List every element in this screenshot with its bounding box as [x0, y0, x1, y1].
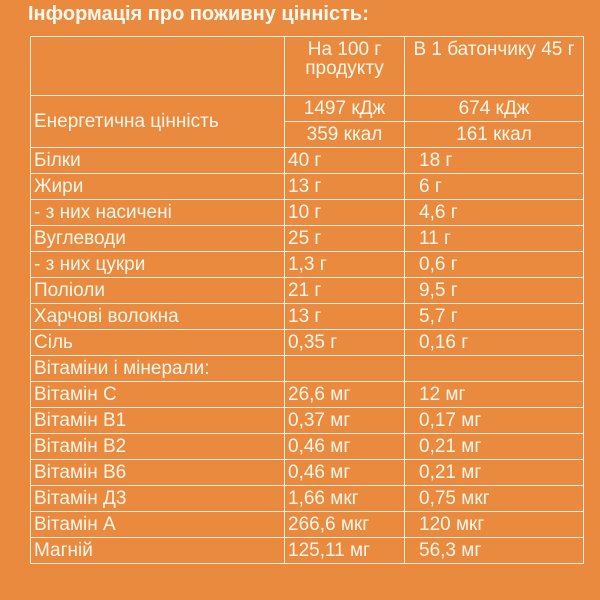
value-per-bar: 4,6 г: [405, 200, 584, 226]
table-row: [31, 538, 584, 564]
nutrient-label: Жири: [31, 174, 285, 200]
value-per-100g: 1,66 мкг: [285, 486, 405, 512]
nutrient-label: Вітаміни і мінерали:: [31, 356, 285, 382]
header-per-100g: На 100 г продукту: [285, 37, 405, 96]
table-row: [31, 148, 584, 174]
table-row: [31, 512, 584, 538]
value-per-bar: 0,75 мкг: [405, 486, 584, 512]
table-row: [31, 356, 584, 382]
nutrient-label: Вітамін Д3: [31, 486, 285, 512]
value-per-100g: [285, 356, 405, 382]
table-row-energy-kj: [31, 96, 584, 122]
value-per-bar: 12 мг: [405, 382, 584, 408]
value-per-100g: 0,37 мг: [285, 408, 405, 434]
value-per-bar: 0,21 мг: [405, 460, 584, 486]
nutrient-label: Сіль: [31, 330, 285, 356]
nutrient-label: - з них насичені: [31, 200, 285, 226]
value-per-100g: 0,46 мг: [285, 434, 405, 460]
nutrient-label: Вітамін А: [31, 512, 285, 538]
value-per-100g: 10 г: [285, 200, 405, 226]
value-per-bar: 0,21 мг: [405, 434, 584, 460]
value-per-bar: 56,3 мг: [405, 538, 584, 564]
nutrient-label: Харчові волокна: [31, 304, 285, 330]
value-per-bar: 5,7 г: [405, 304, 584, 330]
table-row: [31, 200, 584, 226]
energy-kj-per-100g: 1497 кДж: [285, 96, 405, 122]
nutrient-label: Вітамін С: [31, 382, 285, 408]
value-per-100g: 125,11 мг: [285, 538, 405, 564]
value-per-bar: 0,16 г: [405, 330, 584, 356]
value-per-100g: 25 г: [285, 226, 405, 252]
nutrient-label: - з них цукри: [31, 252, 285, 278]
value-per-bar: 0,6 г: [405, 252, 584, 278]
energy-kcal-per-100g: 359 ккал: [285, 122, 405, 148]
table-row: [31, 408, 584, 434]
value-per-100g: 26,6 мг: [285, 382, 405, 408]
value-per-100g: 266,6 мкг: [285, 512, 405, 538]
value-per-bar: 18 г: [405, 148, 584, 174]
value-per-bar: 9,5 г: [405, 278, 584, 304]
value-per-100g: 21 г: [285, 278, 405, 304]
nutrient-label: Вітамін В2: [31, 434, 285, 460]
header-empty-cell: [31, 37, 285, 96]
value-per-bar: 6 г: [405, 174, 584, 200]
value-per-100g: 0,35 г: [285, 330, 405, 356]
nutrient-label: Вітамін В1: [31, 408, 285, 434]
value-per-100g: 1,3 г: [285, 252, 405, 278]
nutrient-label: Білки: [31, 148, 285, 174]
table-row: [31, 252, 584, 278]
nutrient-label: Вітамін В6: [31, 460, 285, 486]
table-row: [31, 304, 584, 330]
table-row: [31, 382, 584, 408]
value-per-bar: 11 г: [405, 226, 584, 252]
table-row: [31, 226, 584, 252]
value-per-100g: 13 г: [285, 174, 405, 200]
value-per-bar: 120 мкг: [405, 512, 584, 538]
value-per-bar: 0,17 мг: [405, 408, 584, 434]
table-row: [31, 174, 584, 200]
header-per-bar: В 1 батончику 45 г: [405, 37, 584, 96]
table-row: [31, 434, 584, 460]
energy-kcal-per-bar: 161 ккал: [405, 122, 584, 148]
table-row: [31, 460, 584, 486]
table-row: [31, 330, 584, 356]
value-per-100g: 40 г: [285, 148, 405, 174]
nutrition-table: [30, 36, 584, 564]
value-per-bar: [405, 356, 584, 382]
page-title: Інформація про поживну цінність:: [28, 3, 369, 25]
energy-label: Енергетична цінність: [31, 96, 285, 148]
nutrient-label: Поліоли: [31, 278, 285, 304]
value-per-100g: 13 г: [285, 304, 405, 330]
energy-kj-per-bar: 674 кДж: [405, 96, 584, 122]
value-per-100g: 0,46 мг: [285, 460, 405, 486]
table-header-row: [31, 37, 584, 96]
nutrient-label: Магній: [31, 538, 285, 564]
table-row: [31, 278, 584, 304]
table-row: [31, 486, 584, 512]
nutrient-label: Вуглеводи: [31, 226, 285, 252]
